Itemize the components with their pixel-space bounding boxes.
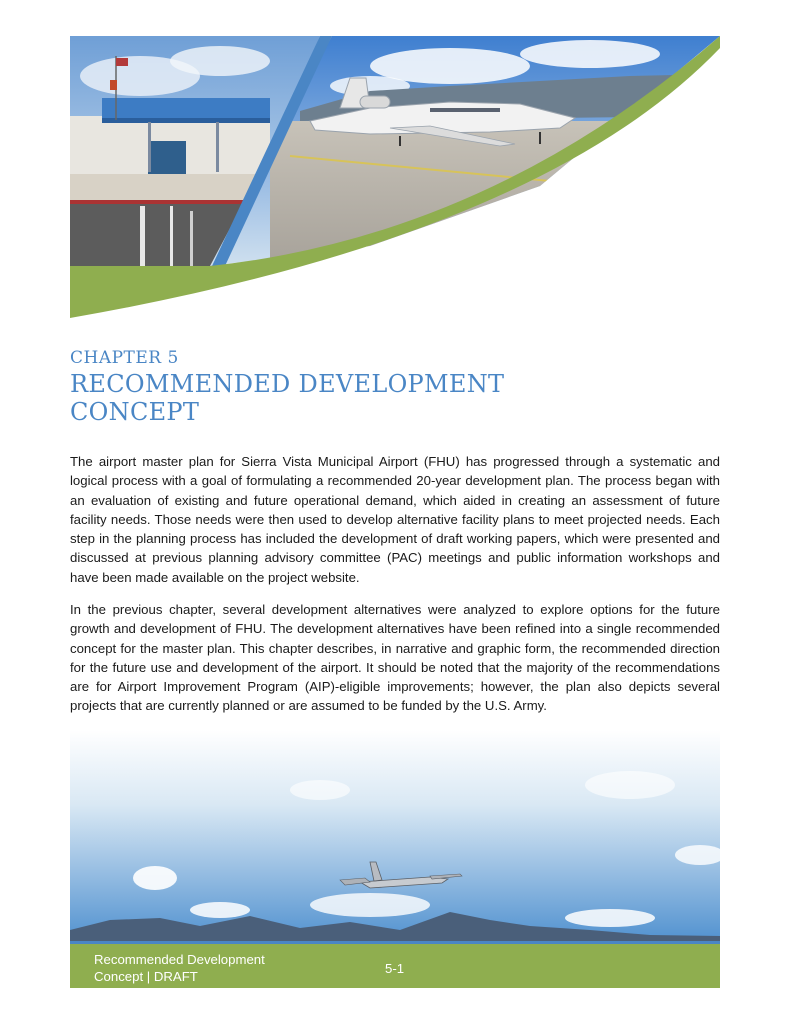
header-photo-banner [70, 36, 720, 318]
footer-title-line1: Recommended Development [94, 952, 265, 967]
chapter-title [70, 370, 590, 426]
chapter-title-line2: CONCEPT [70, 398, 200, 426]
chapter-title-line1: RECOMMENDED DEVELOPMENT [70, 370, 505, 398]
page-number: 5-1 [385, 961, 405, 976]
body-paragraph-1: The airport master plan for Sierra Vista Municipal Airport (FHU) has progressed through a systematic and logical process with a goal of formulating a recommended 20-year development plan. The process began with an evaluation of existing and future operational demand, which aided in creating an assessment of future facility needs. Those needs were then used to develop alternative facility plans to meet projected needs. Each step in the planning process has included the development of draft working papers, which were presented and discussed at previous planning advisory committee (PAC) meetings and public information workshops and have been made available on the project website. [70, 454, 720, 585]
chapter-label: CHAPTER 5 [70, 348, 179, 368]
footer-title-line2: Concept | DRAFT [94, 969, 198, 984]
body-paragraph-2: In the previous chapter, several development alternatives were analyzed to explore options for the future growth and development of FHU. The development alternatives have been refined into a single recommended concept for the master plan. This chapter describes, in narrative and graphic form, the recommended direction for the future use and development of the airport. It should be noted that the majority of the recommendations are for Airport Improvement Program (AIP)-eligible improvements; however, the plan also depicts several projects that are currently planned or are assumed to be funded by the U.S. Army. [70, 602, 720, 714]
footer-sky-photo [70, 730, 720, 944]
footer-document-title [94, 951, 294, 985]
